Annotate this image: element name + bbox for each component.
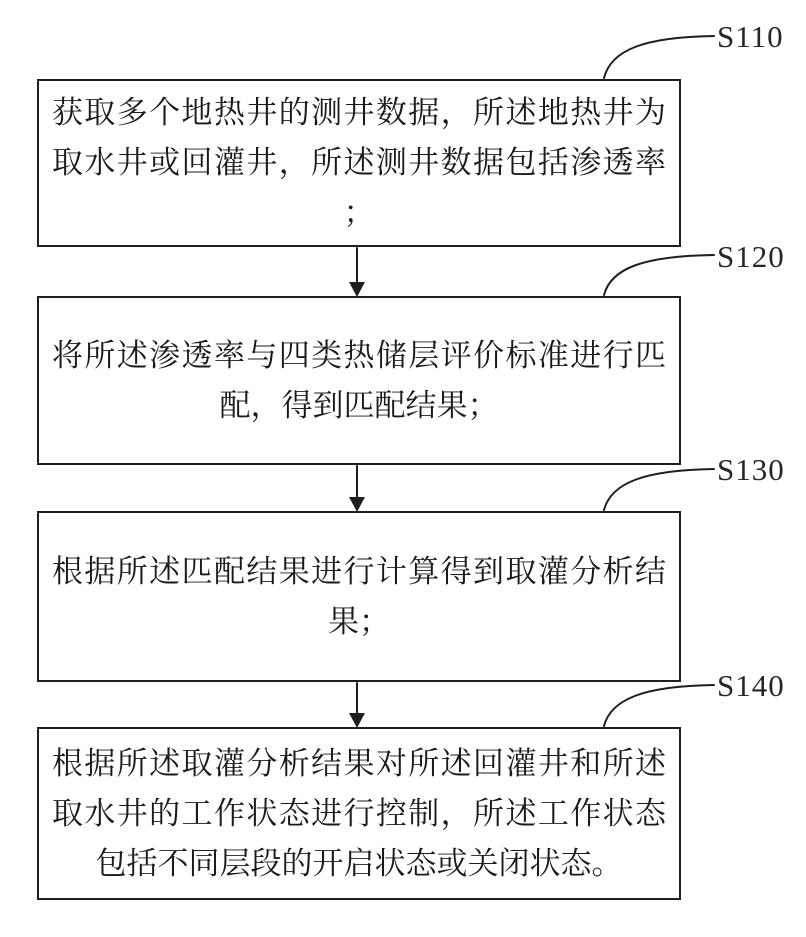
step-label-s110: S110	[717, 19, 784, 54]
step-s110-line-1: 获取多个地热井的测井数据，所述地热井为	[52, 95, 666, 130]
step-s130-line-2: 果；	[328, 603, 390, 639]
leader-line-s110	[604, 36, 714, 78]
leader-line-s130	[604, 469, 714, 510]
flow-step-box-s110	[37, 79, 681, 247]
step-s140-line-1: 根据所述取灌分析结果对所述回灌井和所述	[52, 745, 666, 781]
flow-arrow-3-head	[349, 713, 365, 728]
step-s110-line-2: 取水井或回灌井，所述测井数据包括渗透率	[52, 145, 666, 180]
step-s120-line-2: 配，得到匹配结果；	[219, 387, 499, 423]
flow-arrow-1-head	[349, 282, 365, 297]
step-label-s140: S140	[717, 668, 785, 703]
flow-step-box-s140	[37, 727, 681, 900]
step-s140-line-3: 包括不同层段的开启状态或关闭状态。	[95, 845, 623, 881]
leader-line-s140	[604, 685, 714, 726]
step-label-s130: S130	[717, 452, 785, 487]
step-s120-line-1: 将所述渗透率与四类热储层评价标准进行匹	[52, 337, 666, 373]
flow-step-box-s120	[37, 296, 681, 465]
flow-step-box-s130	[37, 511, 681, 682]
leader-line-s120	[604, 255, 714, 295]
step-s130-line-1: 根据所述匹配结果进行计算得到取灌分析结	[52, 553, 666, 589]
step-label-s120: S120	[717, 239, 785, 274]
step-s110-line-3: ；	[343, 195, 375, 230]
step-s140-line-2: 取水井的工作状态进行控制，所述工作状态	[52, 795, 666, 831]
flow-arrow-2-head	[349, 497, 365, 512]
